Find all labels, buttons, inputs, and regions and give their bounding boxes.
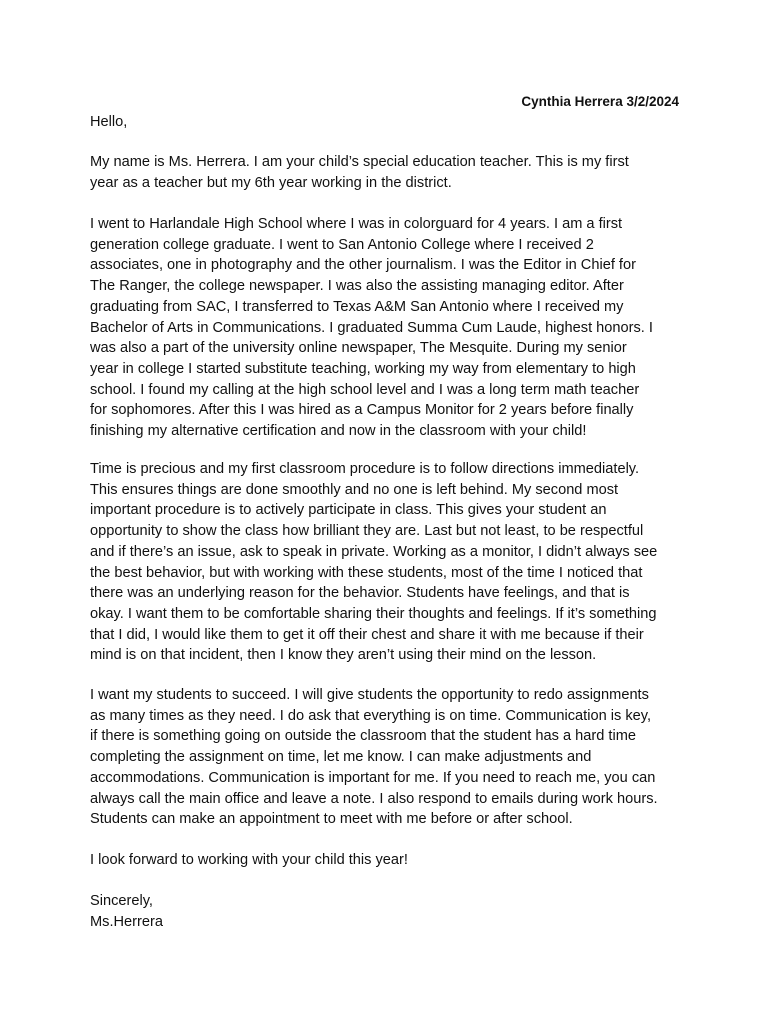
- paragraph-looking-forward: I look forward to working with your child this year!: [90, 852, 408, 868]
- paragraph-classroom-procedures: Time is precious and my first classroom procedure is to follow directions immediately. This ensures things are done smoothly and no one is left behind. My second most important procedure is to actively participate in class. This gives your student an opportunity to show the class how brilliant they are. Last but not least, to be respectful and if there’s an issue, ask to speak in private. Working as a monitor, I didn’t always see the best behavior, but with working with these students, most of the time I noticed that there was an underlying reason for the behavior. Students have feelings, and that is okay. I want them to be comfortable sharing their thoughts and feelings. If it’s something that I did, I would like them to get it off their chest and share it with me because if their mind is on that incident, then I know they aren’t using their mind on the lesson.: [90, 461, 658, 664]
- letter-header: Cynthia Herrera 3/2/2024: [521, 94, 679, 109]
- paragraph-background: I went to Harlandale High School where I was in colorguard for 4 years. I am a first generation college graduate. I went to San Antonio College where I received 2 associates, one in photography and the other journalism. I was the Editor in Chief for The Ranger, the college newspaper. I was also the assisting managing editor. After graduating from SAC, I transferred to Texas A&M San Antonio where I received my Bachelor of Arts in Communications. I graduated Summa Cum Laude, highest honors. I was also a part of the university online newspaper, The Mesquite. During my senior year in college I started substitute teaching, working my way from elementary to high school. I found my calling at the high school level and I was a long term math teacher for sophomores. After this I was hired as a Campus Monitor for 2 years before finally finishing my alternative certification and now in the classroom with your child!: [90, 216, 653, 440]
- letter-greeting: Hello,: [90, 114, 128, 130]
- paragraph-introduction: My name is Ms. Herrera. I am your child’s special education teacher. This is my first year as a teacher but my 6th year working in the district.: [90, 154, 629, 191]
- letter-closing-signature: Sincerely, Ms.Herrera: [90, 893, 163, 930]
- paragraph-student-success: I want my students to succeed. I will give students the opportunity to redo assignments as many times as they need. I do ask that everything is on time. Communication is key, if there is something going on outside the classroom that the student has a hard time completing the assignment on time, let me know. I can make adjustments and accommodations. Communication is important for me. If you need to reach me, you can always call the main office and leave a note. I also respond to emails during work hours. Students can make an appointment to meet with me before or after school.: [90, 687, 658, 828]
